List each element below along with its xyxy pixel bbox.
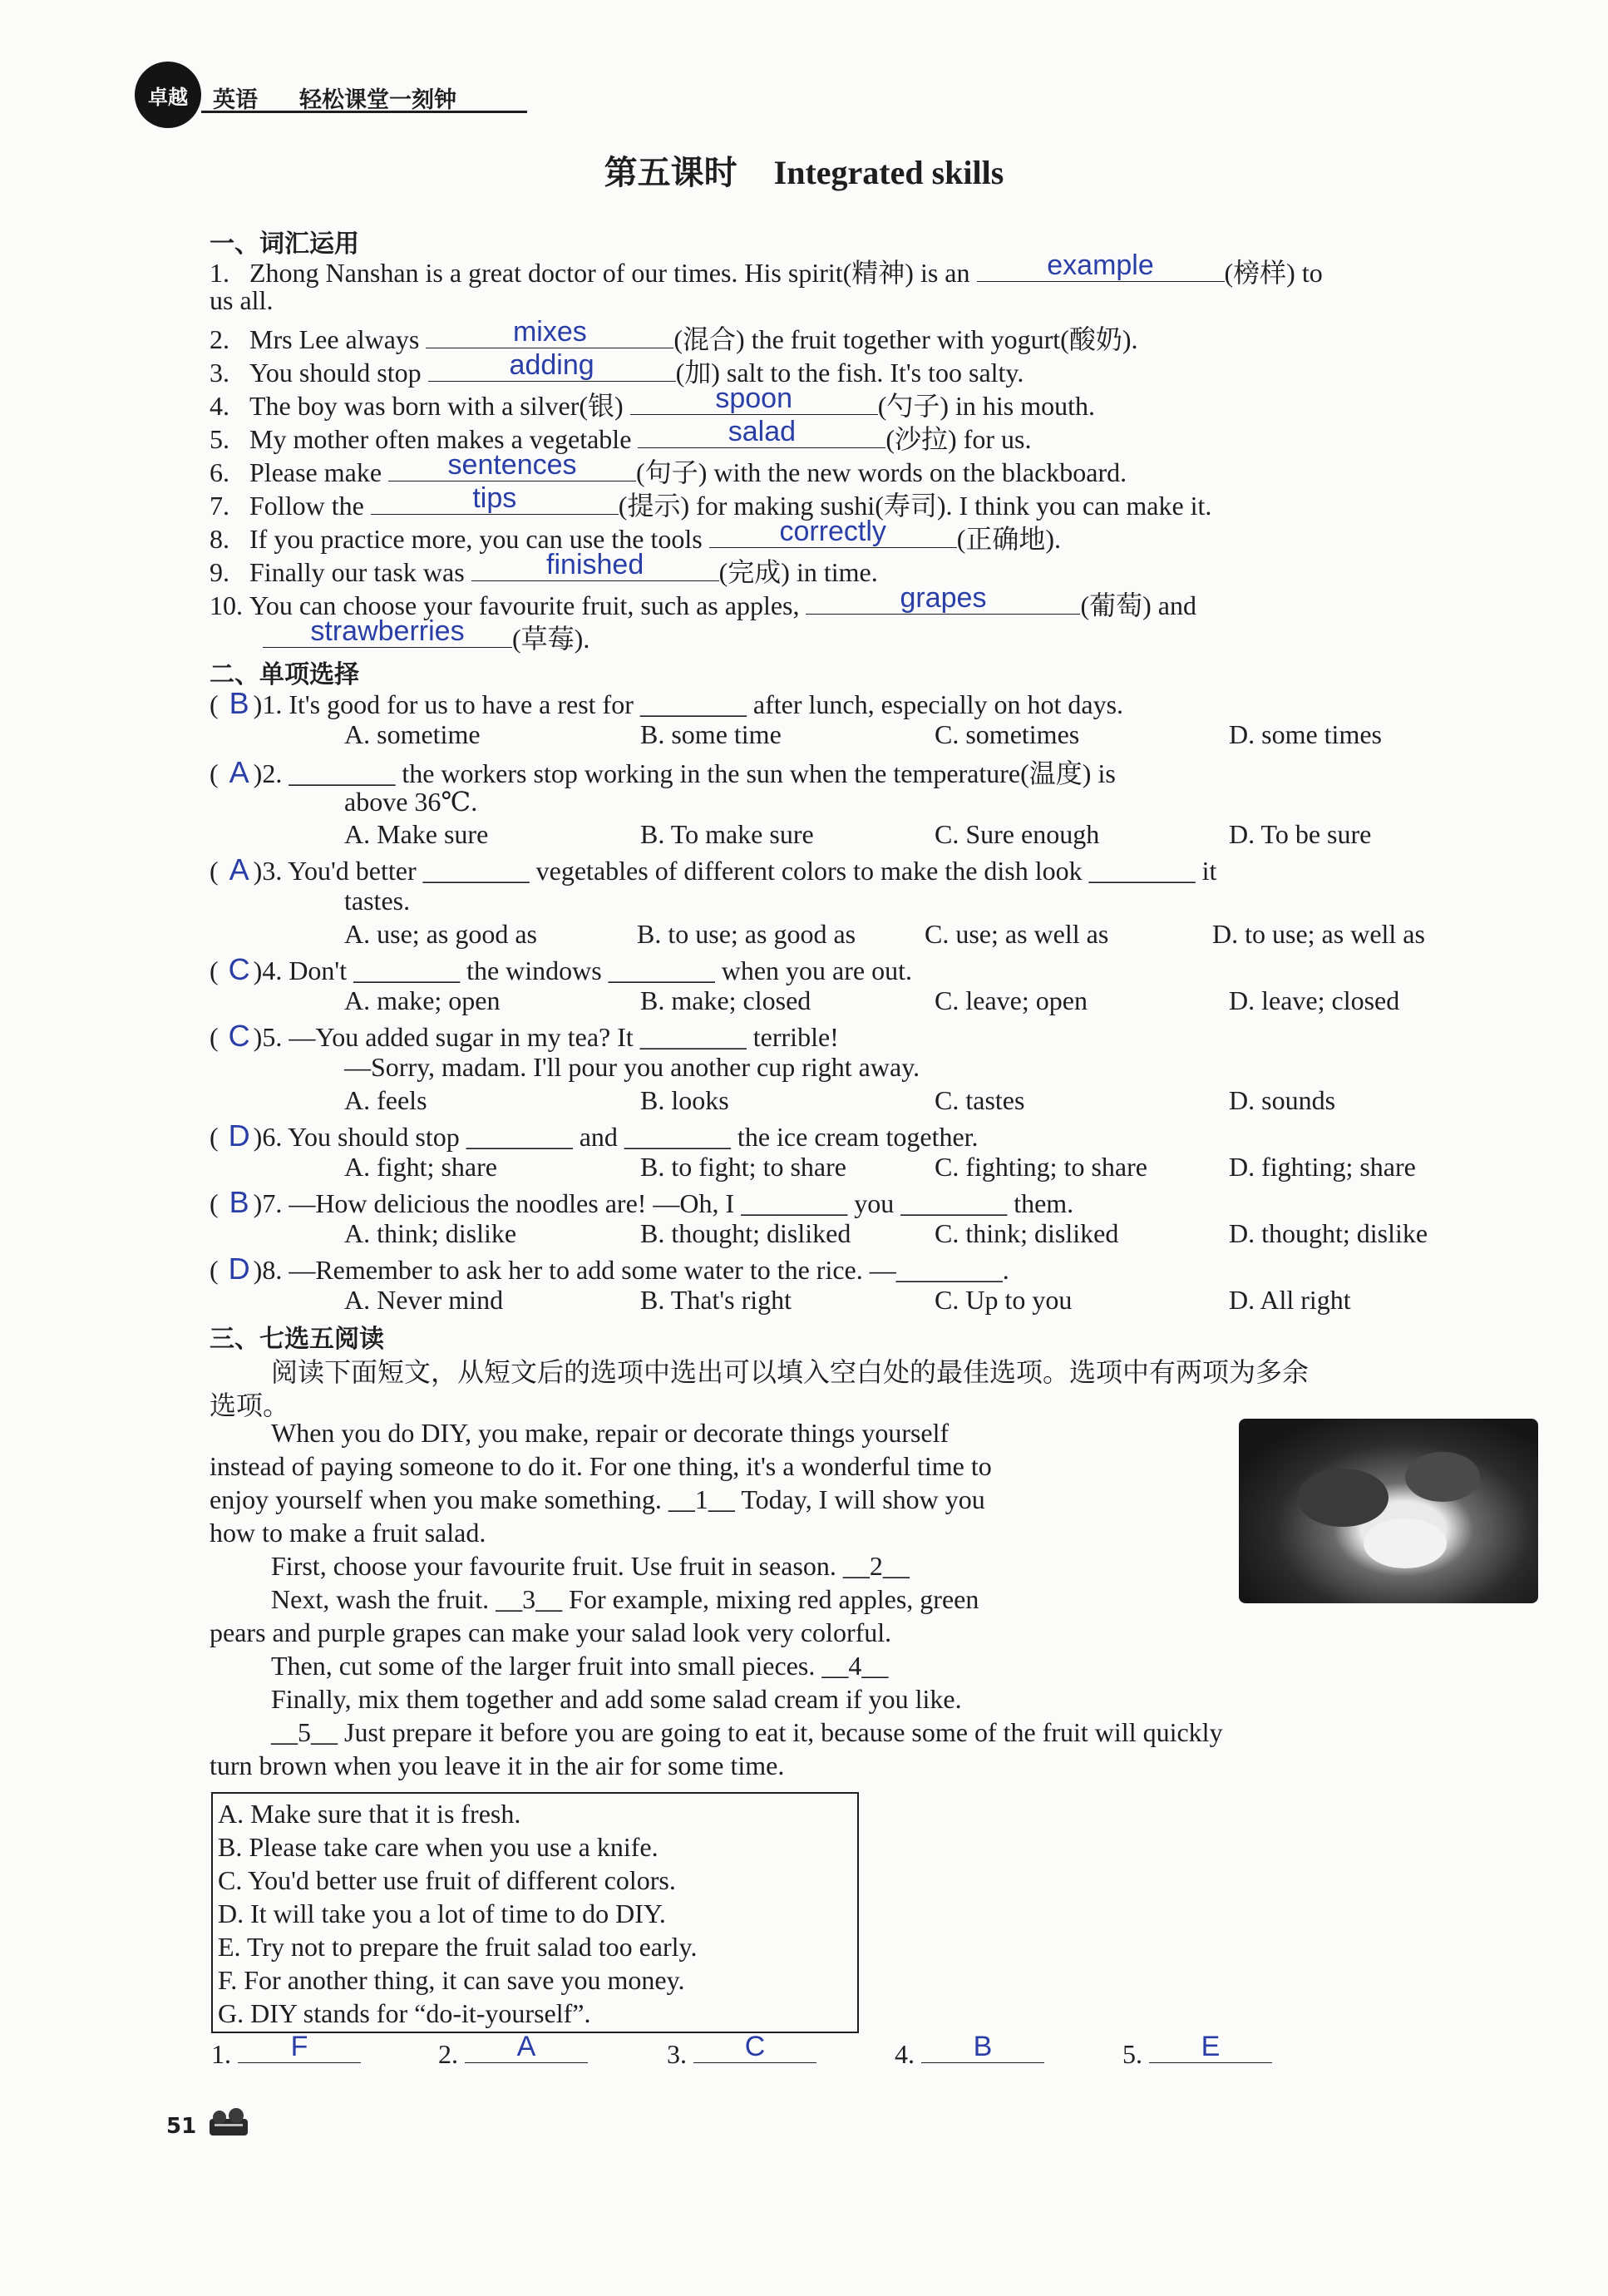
answer-text: C [744,2031,766,2062]
answer-blank[interactable] [693,2031,816,2063]
reading-line: Finally, mix them together and add some salad cream if you like. [271,1684,962,1714]
mc-option-b[interactable]: B. thought; disliked [640,1218,851,1248]
reading-answer-1: 1. F [211,2037,361,2070]
reading-instruction: 阅读下面短文，从短文后的选项中选出可以填入空白处的最佳选项。选项中有两项为多余 [271,1357,1310,1387]
vocab-item-1: 1. Zhong Nanshan is a great doctor of our times. His spirit(精神) is an example (榜样) to [210,249,1323,288]
mc-answer: B [229,1185,249,1219]
mc-option-b[interactable]: B. to fight; to share [640,1152,846,1182]
answer-text: spoon [715,383,792,414]
reading-line: First, choose your favourite fruit. Use fruit in season. __2__ [271,1551,910,1581]
mc-question-3-cont: tastes. [344,886,411,916]
vocab-item-3: 3. You should stop adding (加) salt to the fish. It's too salty. [210,349,1024,388]
answer-text: correctly [779,516,886,547]
vocab-item-4: 4. The boy was born with a silver(银) spoon (勺子) in his mouth. [210,383,1096,421]
answer-text: mixes [512,316,587,348]
answer-text: E [1201,2031,1221,2062]
reading-option: E. Try not to prepare the fruit salad too early. [218,1932,698,1962]
mc-question-2: ( A )2. ________ the workers stop working in the sun when the temperature(温度) is [210,755,1116,789]
mc-option-c[interactable]: C. fighting; to share [935,1152,1147,1182]
vocab-item-9: 9. Finally our task was finished (完成) in time. [210,549,878,587]
answer-blank[interactable] [630,383,878,415]
answer-text: tips [472,482,517,514]
reading-option: B. Please take care when you use a knife. [218,1832,658,1862]
mc-question-5-cont: —Sorry, madam. I'll pour you another cup right away. [344,1052,920,1082]
mc-option-c[interactable]: C. Up to you [935,1285,1073,1315]
reading-line: Then, cut some of the larger fruit into small pieces. __4__ [271,1651,889,1681]
section-reading-heading: 三、七选五阅读 [210,1325,384,1354]
footer-logo-icon [208,2107,249,2137]
header-rule [201,111,527,113]
mc-option-a[interactable]: A. Make sure [344,819,489,849]
mc-question-3: ( A )3. You'd better ________ vegetables of different colors to make the dish look ________ it [210,852,1217,886]
mc-question-8: ( D )8. —Remember to ask her to add some water to the rice. —________. [210,1252,1009,1286]
mc-answer: C [228,1019,250,1053]
answer-blank[interactable] [921,2031,1044,2063]
answer-text: finished [546,549,644,580]
mc-answer: D [228,1118,250,1153]
mc-question-7: ( B )7. —How delicious the noodles are! —Oh, I ________ you ________ them. [210,1185,1074,1219]
mc-option-a[interactable]: A. think; dislike [344,1218,517,1248]
title-lesson: 第五课时 [604,154,737,191]
answer-blank[interactable] [388,449,636,481]
mc-option-d[interactable]: D. thought; dislike [1229,1218,1428,1248]
mc-option-d[interactable]: D. fighting; share [1229,1152,1416,1182]
reading-option: D. It will take you a lot of time to do DIY. [218,1899,666,1928]
vocab-item-6: 6. Please make sentences (句子) with the new words on the blackboard. [210,449,1127,487]
answer-text: strawberries [310,615,465,647]
mc-option-a[interactable]: A. make; open [344,985,501,1015]
answer-text: A [516,2031,536,2062]
answer-blank[interactable] [471,549,719,581]
mc-answer: D [228,1252,250,1286]
mc-option-c[interactable]: C. use; as well as [925,919,1109,949]
mc-answer: A [229,755,249,789]
mc-option-d[interactable]: D. sounds [1229,1085,1336,1115]
reading-line: how to make a fruit salad. [210,1518,486,1548]
reading-line: turn brown when you leave it in the air for some time. [210,1750,785,1780]
reading-line: Next, wash the fruit. __3__ For example, mixing red apples, green [271,1584,979,1614]
answer-blank[interactable] [426,316,673,348]
reading-line: When you do DIY, you make, repair or decorate things yourself [271,1418,950,1448]
reading-options-box [211,1792,859,2033]
header-title [213,81,456,114]
mc-option-a[interactable]: A. Never mind [344,1285,504,1315]
reading-answer-4: 4. B [895,2037,1044,2070]
mc-option-d[interactable]: D. To be sure [1229,819,1372,849]
reading-answer-2: 2. A [438,2037,588,2070]
reading-option: C. You'd better use fruit of different colors. [218,1865,676,1895]
mc-option-c[interactable]: C. tastes [935,1085,1025,1115]
mc-option-a[interactable]: A. feels [344,1085,427,1115]
mc-option-b[interactable]: B. That's right [640,1285,792,1315]
title-topic: Integrated skills [773,154,1004,191]
section-vocab-heading: 一、词汇运用 [210,230,359,259]
mc-question-4: ( C )4. Don't ________ the windows ________ when you are out. [210,952,912,986]
answer-blank[interactable] [638,416,885,448]
mc-option-c[interactable]: C. think; disliked [935,1218,1119,1248]
answer-text: example [1047,249,1154,281]
reading-line: pears and purple grapes can make your salad look very colorful. [210,1617,892,1647]
answer-text: grapes [900,582,987,614]
mc-answer: C [228,952,250,986]
mc-option-a[interactable]: A. sometime [344,719,481,749]
mc-option-b[interactable]: B. To make sure [640,819,814,849]
page-number: 51 [166,2114,197,2139]
reading-line: instead of paying someone to do it. For one thing, it's a wonderful time to [210,1451,992,1481]
mc-option-d[interactable]: D. to use; as well as [1212,919,1425,949]
vocab-item-8: 8. If you practice more, you can use the tools correctly (正确地). [210,516,1062,554]
mc-option-c[interactable]: C. Sure enough [935,819,1100,849]
answer-blank[interactable] [709,516,957,548]
vocab-item-1-cont: us all. [210,285,274,315]
answer-text: F [290,2031,308,2062]
mc-option-b[interactable]: B. make; closed [640,985,811,1015]
mc-question-5: ( C )5. —You added sugar in my tea? It ________ terrible! [210,1019,839,1053]
mc-option-c[interactable]: C. sometimes [935,719,1080,749]
answer-text: sentences [447,449,577,481]
reading-answer-3: 3. C [667,2037,816,2070]
reading-option: F. For another thing, it can save you money. [218,1965,685,1995]
answer-blank[interactable] [428,349,676,382]
reading-line: enjoy yourself when you make something. __1__ Today, I will show you [210,1484,985,1514]
reading-instruction-cont: 选项。 [210,1390,290,1420]
fruit-salad-photo [1239,1419,1538,1603]
reading-option: A. Make sure that it is fresh. [218,1799,521,1829]
mc-option-b[interactable]: B. some time [640,719,782,749]
mc-option-a[interactable]: A. use; as good as [344,919,537,949]
mc-question-1: ( B )1. It's good for us to have a rest for ________ after lunch, especially on hot days. [210,686,1124,720]
vocab-item-10-cont: strawberries (草莓). [263,618,589,656]
vocab-item-10: 10. You can choose your favourite fruit, such as apples, grapes (葡萄) and [210,582,1197,620]
mc-answer: A [229,852,249,886]
mc-option-d[interactable]: D. some times [1229,719,1382,749]
answer-text: adding [509,349,594,381]
mc-option-a[interactable]: A. fight; share [344,1152,497,1182]
mc-option-b[interactable]: B. to use; as good as [637,919,856,949]
mc-option-b[interactable]: B. looks [640,1085,729,1115]
vocab-item-2: 2. Mrs Lee always mixes (混合) the fruit together with yogurt(酸奶). [210,316,1138,354]
vocab-item-5: 5. My mother often makes a vegetable salad (沙拉) for us. [210,416,1032,454]
section-mc-heading: 二、单项选择 [210,660,359,689]
answer-blank[interactable] [806,582,1080,615]
mc-question-6: ( D )6. You should stop ________ and ________ the ice cream together. [210,1118,979,1153]
answer-text: salad [728,416,797,447]
answer-blank[interactable] [977,249,1225,282]
reading-option: G. DIY stands for “do-it-yourself”. [218,1998,591,2028]
mc-answer: B [229,686,249,720]
mc-option-d[interactable]: D. leave; closed [1229,985,1400,1015]
header-subject: 英语 [213,87,258,113]
vocab-item-7: 7. Follow the tips (提示) for making sushi(寿司). I think you can make it. [210,482,1212,521]
answer-text: B [973,2031,993,2062]
page-title [0,146,1608,194]
mc-question-2-cont: above 36℃. [344,787,478,817]
reading-line: __5__ Just prepare it before you are going to eat it, because some of the fruit will quickly [271,1717,1223,1747]
answer-blank[interactable] [371,482,619,515]
header-series: 轻松课堂一刻钟 [299,87,456,113]
mc-option-c[interactable]: C. leave; open [935,985,1088,1015]
logo-text: 卓越 [148,85,188,109]
publisher-logo [135,62,201,128]
reading-answer-5: 5. E [1122,2037,1272,2070]
mc-option-d[interactable]: D. All right [1229,1285,1351,1315]
